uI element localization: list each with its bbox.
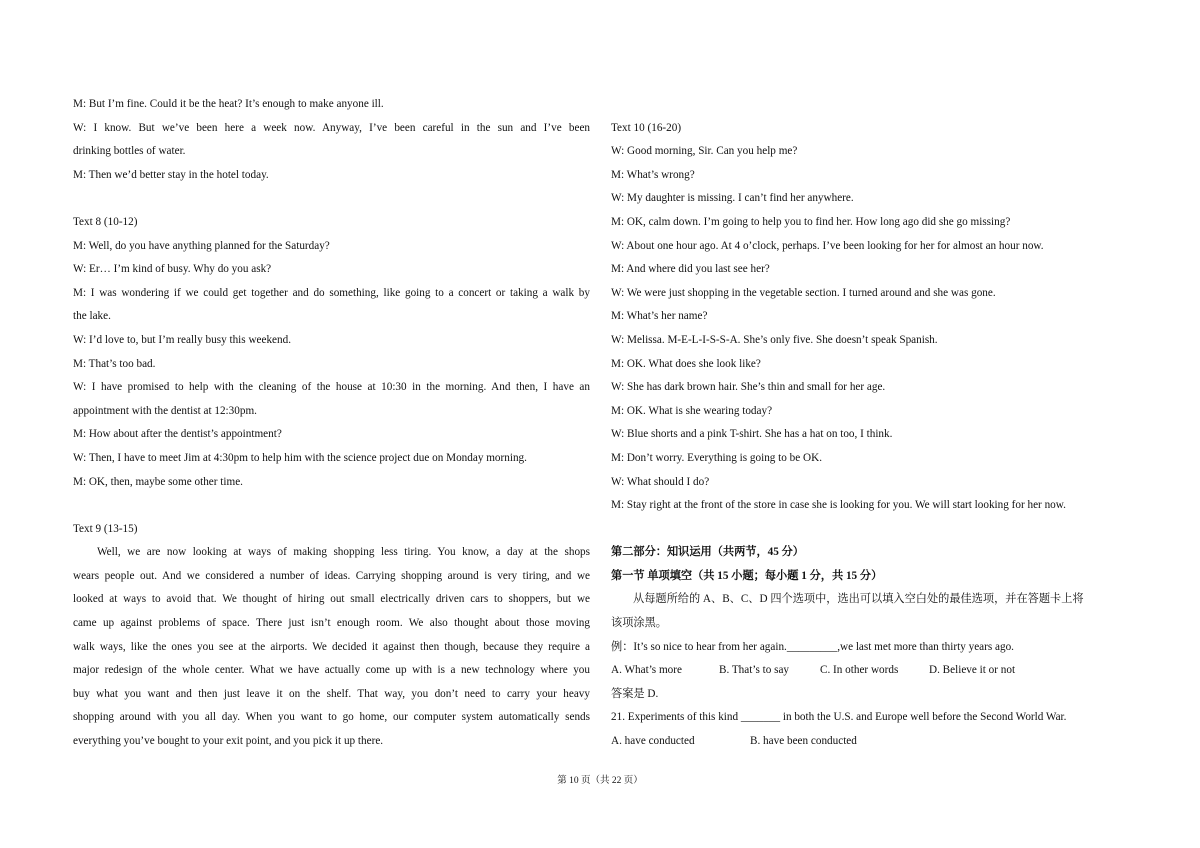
example-blank: _________	[786, 640, 838, 653]
dialogue-line: M: But I’m fine. Could it be the heat? It’s enough to make anyone ill.	[73, 98, 384, 110]
text8-title: Text 8 (10-12)	[73, 215, 138, 228]
dialogue-line: W: She has dark brown hair. She’s thin and small for her age.	[611, 381, 886, 394]
example-answer: 答案是 D.	[611, 687, 659, 700]
dialogue-line: appointment with the dentist at 12:30pm.	[73, 404, 257, 417]
option-a: A. have conducted	[611, 735, 695, 748]
dialogue-line: W: Er… I’m kind of busy. Why do you ask?	[73, 263, 272, 276]
question-21	[611, 706, 1129, 730]
dialogue-line: M: And where did you last see her?	[611, 263, 770, 276]
dialogue-line: drinking bottles of water.	[73, 145, 186, 158]
passage-line: buy what you want and then just leave it on the shelf. That way, you don’t need to carry your heavy	[73, 687, 590, 700]
dialogue-line: W: Blue shorts and a pink T-shirt. She has a hat on too, I think.	[611, 428, 893, 441]
option-b: B. That’s to say	[719, 664, 790, 677]
dialogue-line: W: What should I do?	[611, 475, 710, 488]
example-options	[611, 659, 1129, 683]
dialogue-line: M: I was wondering if we could get together and do something, like going to a concert or taking a walk by	[73, 286, 590, 299]
option-c: C. In other words	[820, 664, 899, 677]
question-text: in both the U.S. and Europe well before the Second World War.	[780, 711, 1067, 724]
dialogue-line: M: OK, calm down. I’m going to help you to find her. How long ago did she go missing?	[611, 215, 1011, 228]
section1-heading: 第一节 单项填空（共 15 小题；每小题 1 分，共 15 分）	[611, 569, 883, 582]
example-text: ,we last met more than thirty years ago.	[837, 640, 1014, 653]
passage-line: looked at ways to avoid that. We thought of hiring out small electrically driven cars to shoppers, but we	[73, 593, 590, 606]
example-text: 例：It’s so nice to hear from her again.	[611, 640, 787, 653]
dialogue-line: W: Melissa. M-E-L-I-S-S-A. She’s only five. She doesn’t speak Spanish.	[611, 333, 938, 346]
part2-heading: 第二部分：知识运用（共两节，45 分）	[611, 546, 804, 559]
option-d: D. Believe it or not	[929, 664, 1016, 677]
dialogue-line: M: What’s her name?	[611, 310, 708, 323]
dialogue-line: M: Well, do you have anything planned for the Saturday?	[73, 239, 330, 252]
left-column	[73, 93, 590, 754]
passage-line: walk ways, like the ones you see at the airports. We decided it against then though, because they require a	[73, 640, 590, 653]
answer-blank: _______	[740, 711, 781, 724]
dialogue-line: M: Then we’d better stay in the hotel today.	[73, 168, 269, 181]
dialogue-line: W: I have promised to help with the cleaning of the house at 10:30 in the morning. And then, I have an	[73, 381, 590, 394]
text9-title: Text 9 (13-15)	[73, 522, 138, 535]
dialogue-line: W: My daughter is missing. I can’t find her anywhere.	[611, 192, 854, 205]
dialogue-line: M: Don’t worry. Everything is going to be OK.	[611, 451, 822, 464]
passage-line: Well, we are now looking at ways of making shopping less tiring. You know, a day at the shops	[97, 546, 590, 559]
dialogue-line: W: I know. But we’ve been here a week now. Anyway, I’ve been careful in the sun and I’ve been	[73, 121, 590, 134]
dialogue-line: W: About one hour ago. At 4 o’clock, perhaps. I’ve been looking for her for almost an hour now.	[611, 239, 1044, 252]
passage-line: shopping around with you all day. When you want to go home, our computer system automatically sends	[73, 711, 590, 724]
dialogue-line: the lake.	[73, 310, 111, 323]
passage-line: came up against problems of space. There just isn’t enough room. We also thought about those moving	[73, 617, 590, 630]
instructions-line: 该项涂黑。	[611, 617, 667, 630]
option-a: A. What’s more	[611, 664, 682, 677]
dialogue-line: W: Good morning, Sir. Can you help me?	[611, 145, 798, 158]
passage-line: major redesign of the whole center. What we have actually come up with is a new technology where you	[73, 664, 590, 677]
option-b: B. have been conducted	[750, 735, 857, 748]
dialogue-line: M: That’s too bad.	[73, 357, 156, 370]
text10-title: Text 10 (16-20)	[611, 121, 682, 134]
dialogue-line: M: OK, then, maybe some other time.	[73, 475, 243, 488]
page-footer: 第 10 页（共 22 页）	[557, 776, 643, 786]
example-question	[611, 636, 1129, 660]
question-text: 21. Experiments of this kind	[611, 711, 741, 724]
dialogue-line: M: OK. What does she look like?	[611, 357, 761, 370]
dialogue-line: W: I’d love to, but I’m really busy this weekend.	[73, 333, 291, 346]
dialogue-line: M: What’s wrong?	[611, 168, 695, 181]
passage-line: wears people out. And we considered a number of ideas. Carrying shopping around is very tiring, and we	[73, 569, 590, 582]
dialogue-line: M: OK. What is she wearing today?	[611, 404, 773, 417]
question-21-options	[611, 730, 1129, 754]
passage-line: everything you’ve bought to your exit point, and you pick it up there.	[73, 735, 384, 748]
dialogue-line: W: Then, I have to meet Jim at 4:30pm to help him with the science project due on Monday morning.	[73, 451, 527, 464]
right-column	[611, 93, 1129, 754]
dialogue-line: W: We were just shopping in the vegetable section. I turned around and she was gone.	[611, 286, 996, 299]
dialogue-line: M: Stay right at the front of the store in case she is looking for you. We will start looking for her now.	[611, 499, 1066, 512]
instructions-line: 从每题所给的 A、B、C、D 四个选项中，选出可以填入空白处的最佳选项，并在答题卡上将	[633, 593, 1084, 606]
dialogue-line: M: How about after the dentist’s appointment?	[73, 428, 282, 441]
